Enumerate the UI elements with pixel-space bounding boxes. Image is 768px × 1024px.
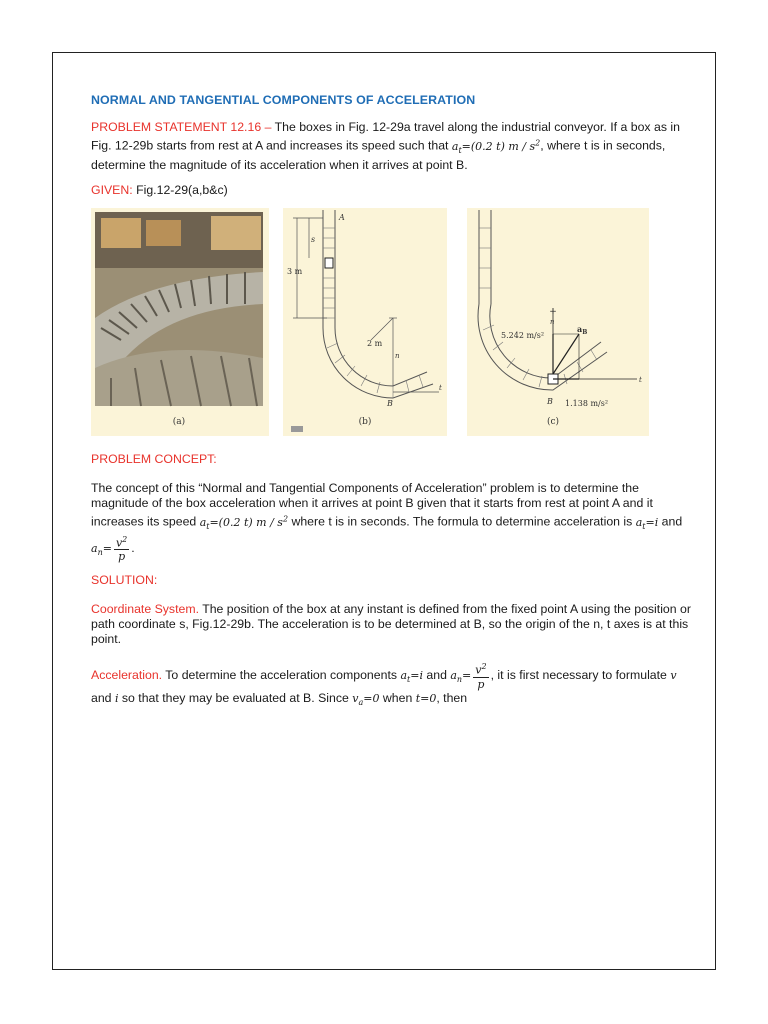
figure-c-diagram bbox=[467, 208, 649, 436]
document-content bbox=[91, 93, 691, 720]
figure-b-caption: (b) bbox=[358, 416, 372, 427]
figure-b-label-n: n bbox=[395, 351, 400, 360]
acceleration-va-rhs: =0 bbox=[363, 692, 380, 705]
figure-c-label-at: 1.138 m/s² bbox=[565, 398, 609, 408]
acceleration-va bbox=[352, 692, 380, 708]
coordinate-paragraph bbox=[91, 602, 691, 647]
concept-an-formula: $a_n=$ $\frac{v^2}{p}$ bbox=[91, 534, 128, 564]
figure-b-label-b: B bbox=[387, 398, 393, 408]
concept-an-den: p bbox=[118, 550, 126, 564]
figure-b-label-a: A bbox=[339, 212, 345, 222]
acceleration-label: Acceleration. bbox=[91, 668, 163, 683]
acceleration-at-eq: = bbox=[410, 669, 420, 683]
solution-heading: SOLUTION: bbox=[91, 573, 158, 588]
figure-b-label-height: 3 m bbox=[287, 266, 303, 276]
figure-c-plus: + bbox=[549, 306, 557, 317]
concept-an-v: v bbox=[115, 536, 123, 550]
figure-b-label-s: s bbox=[311, 234, 316, 244]
concept-at-eq: = bbox=[645, 515, 655, 529]
formula-sub: t bbox=[458, 145, 462, 155]
acceleration-text-1: To determine the acceleration components bbox=[162, 668, 401, 683]
document-heading: NORMAL AND TANGENTIAL COMPONENTS OF ACCELERATION bbox=[91, 93, 476, 107]
figure-c-label-an: 5.242 m/s² bbox=[501, 330, 545, 340]
formula-exp: 2 bbox=[535, 138, 541, 147]
figure-c-label-n: n bbox=[550, 317, 555, 326]
acceleration-at-formula: $a_t=i$ bbox=[400, 669, 423, 685]
acceleration-when: when bbox=[379, 691, 416, 705]
given-label: GIVEN: bbox=[91, 182, 133, 197]
acceleration-an-den: p bbox=[477, 678, 485, 691]
figure-a bbox=[91, 208, 269, 436]
figure-b-label-radius: 2 m bbox=[367, 338, 383, 348]
figure-b bbox=[283, 208, 447, 436]
acceleration-va-sub: a bbox=[358, 698, 364, 708]
acceleration-v: v bbox=[670, 669, 677, 683]
problem-text-2: , where t is in seconds, determine the magnitude of its acceleration when it arrives at point B. bbox=[91, 138, 666, 172]
acceleration-va-v: v bbox=[352, 692, 359, 705]
formula-a: a bbox=[451, 139, 459, 153]
problem-label: PROBLEM STATEMENT 12.16 – bbox=[91, 120, 272, 134]
figure-c-label-ab-a: a bbox=[577, 323, 583, 334]
document-page bbox=[52, 52, 716, 970]
figure-c-caption: (c) bbox=[546, 416, 560, 427]
problem-formula bbox=[452, 140, 540, 153]
concept-heading: PROBLEM CONCEPT: bbox=[91, 451, 217, 466]
acceleration-text-3: so that they may be evaluated at B. Since bbox=[118, 691, 353, 705]
acceleration-i: i bbox=[114, 692, 119, 705]
acceleration-an-eq: = bbox=[462, 669, 472, 683]
coordinate-label: Coordinate System. bbox=[91, 602, 199, 617]
given-line bbox=[91, 183, 691, 198]
figure-row bbox=[91, 208, 691, 438]
concept-end: . bbox=[131, 540, 135, 555]
acceleration-paragraph bbox=[91, 661, 691, 710]
concept-formula: $a_t=(0.2$ t) m / $s^2$ bbox=[199, 513, 289, 531]
concept-at-formula: $a_t=i$ bbox=[635, 515, 659, 531]
figure-c bbox=[467, 208, 649, 436]
figure-c-label-b: B bbox=[547, 396, 553, 406]
acceleration-text-2: , it is first necessary to formulate bbox=[490, 668, 671, 683]
concept-text-1: The concept of this “Normal and Tangential Components of Acceleration” problem is to determine the magnitude of the box acceleration when it arrives at point B given that it starts from rest at point A and it increases its speed bbox=[91, 480, 653, 529]
figure-a-caption: (a) bbox=[172, 416, 186, 427]
concept-paragraph bbox=[91, 481, 691, 564]
concept-at-dot: i bbox=[654, 515, 659, 529]
concept-an-num: $v^2$ bbox=[115, 534, 128, 550]
concept-an-fraction bbox=[114, 534, 129, 564]
problem-text-1: The boxes in Fig. 12-29a travel along the industrial conveyor. If a box as in Fig. 12-29b starts from rest at A and increases its speed such that bbox=[91, 120, 680, 153]
formula-rhs: =(0.2 t) m / s bbox=[461, 139, 536, 153]
acceleration-t0: t=0 bbox=[415, 692, 437, 705]
given-text: Fig.12-29(a,b&c) bbox=[132, 182, 228, 197]
figure-c-label-ab-sub: B bbox=[582, 328, 588, 336]
acceleration-and-2: and bbox=[91, 691, 115, 705]
acceleration-at-dot: i bbox=[419, 669, 423, 683]
problem-statement bbox=[91, 120, 691, 173]
concept-an-eq: = bbox=[102, 541, 112, 555]
acceleration-then: , then bbox=[436, 691, 468, 705]
concept-formula-rhs: =(0.2 t) m / s bbox=[209, 515, 283, 529]
acceleration-an-num: $v^2$ bbox=[475, 662, 487, 677]
concept-text-2: where t is in seconds. The formula to determine acceleration is bbox=[288, 514, 636, 529]
figure-b-label-t: t bbox=[439, 383, 442, 392]
figure-b-diagram bbox=[283, 208, 447, 436]
figure-c-label-t: t bbox=[639, 375, 642, 384]
acceleration-an-v: v bbox=[475, 664, 482, 677]
acceleration-and: and bbox=[422, 668, 451, 683]
concept-and: and bbox=[658, 514, 683, 529]
figure-a-photo bbox=[91, 208, 269, 436]
acceleration-an-fraction bbox=[473, 661, 488, 691]
coordinate-text: The position of the box at any instant is defined from the fixed point A using the position or path coordinate s, Fig.12-29b. The acceleration is to be determined at B, so the origin of the n, t axes is at this point. bbox=[91, 602, 691, 647]
acceleration-an-formula: $a_n=$ $\frac{v^2}{p}$ bbox=[450, 662, 487, 691]
